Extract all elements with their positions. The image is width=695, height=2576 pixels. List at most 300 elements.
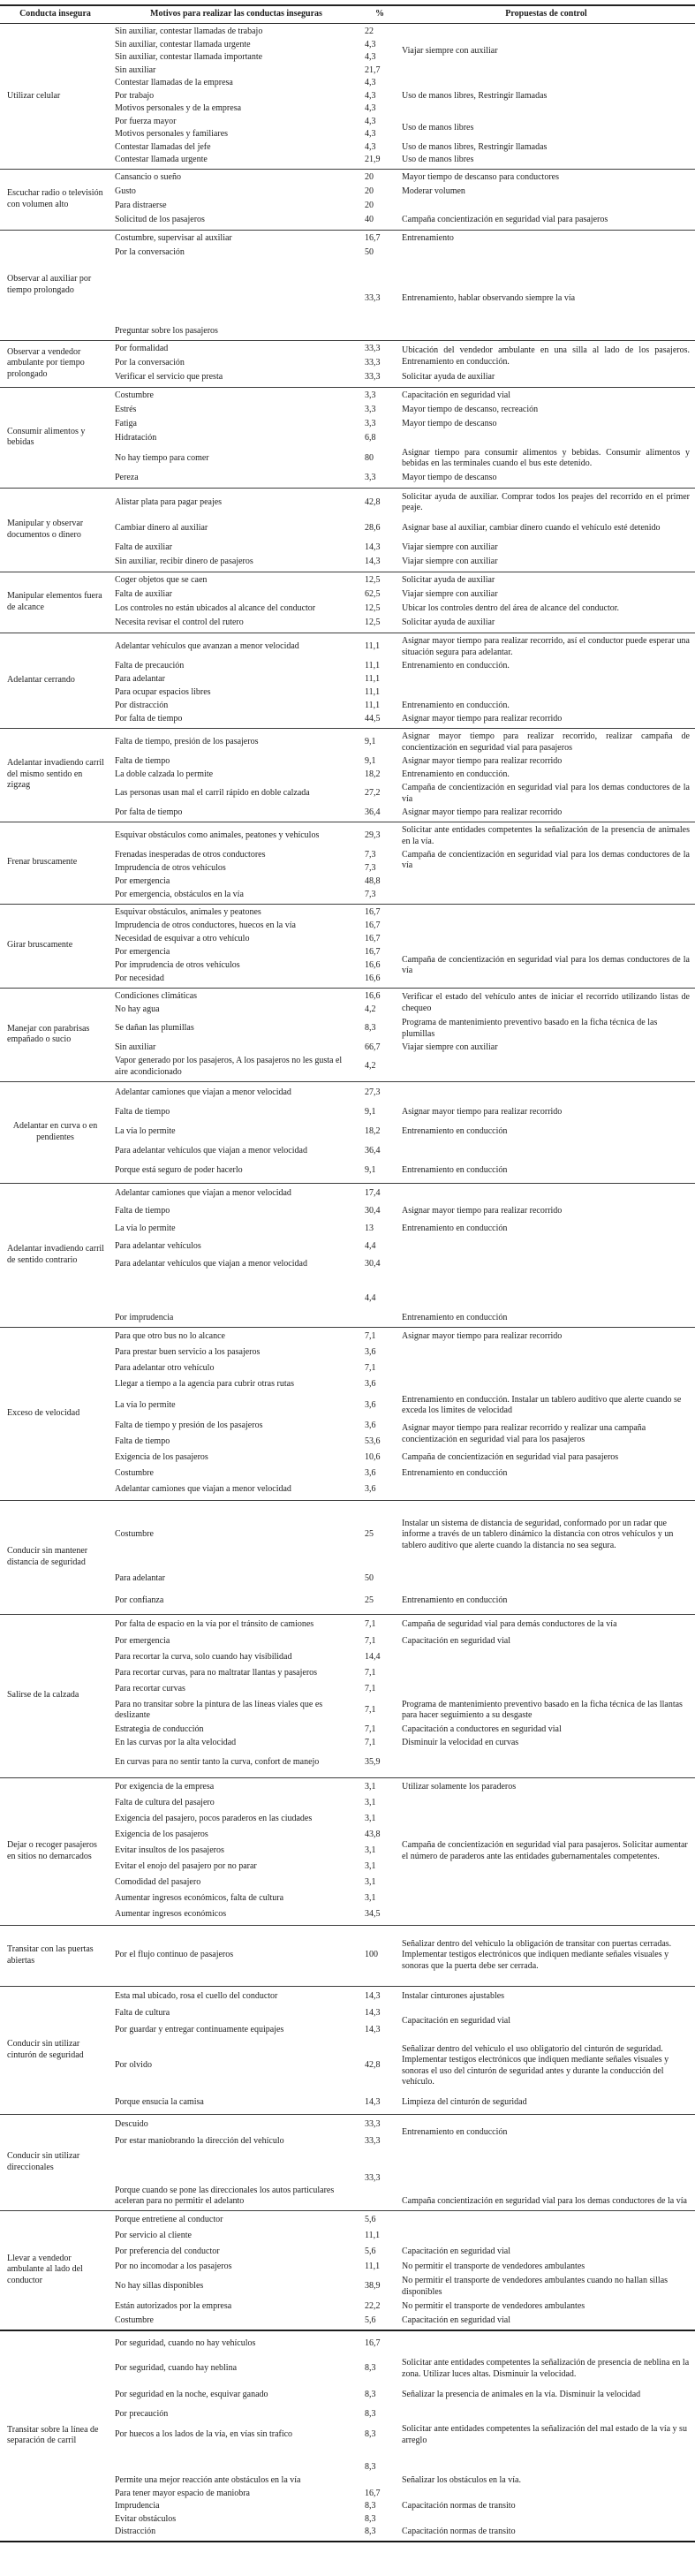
motive-cell: Para adelantar vehículos que viajan a menor velocidad <box>115 1259 307 1269</box>
motive-cell: Por seguridad, cuando hay neblina <box>115 2363 238 2374</box>
percent-cell: 16,7 <box>365 906 381 917</box>
table-group <box>0 1614 695 1777</box>
percent-cell: 10,6 <box>365 1452 381 1463</box>
percent-cell: 16,7 <box>365 233 381 244</box>
percent-cell: 4,2 <box>365 1004 376 1014</box>
percent-cell: 16,6 <box>365 973 381 983</box>
percent-cell: 7,1 <box>365 1668 376 1678</box>
percent-cell: 33,3 <box>365 2118 381 2129</box>
motive-cell: No hay agua <box>115 1004 160 1014</box>
percent-cell: 11,1 <box>365 660 381 671</box>
control-cell: Capacitación en seguridad vial <box>402 2315 511 2325</box>
percent-cell: 14,3 <box>365 557 381 567</box>
motive-cell: Evitar obstáculos <box>115 2513 177 2524</box>
motive-cell: Sin auxiliar, contestar llamada importante <box>115 52 263 62</box>
control-cell: Solicitar ayuda de auxiliar <box>402 372 495 383</box>
conduct-cell: Observar al auxiliar por tiempo prolongado <box>7 274 92 295</box>
conduct-cell: Adelantar en curva o en pendientes <box>12 1121 98 1142</box>
table-group <box>0 1777 695 1925</box>
conduct-cell: Conducir sin utilizar cinturón de seguridad <box>7 2039 84 2060</box>
motive-cell: Verificar el servicio que presta <box>115 372 223 383</box>
motive-cell: Para distraerse <box>115 201 167 211</box>
conduct-cell: Salirse de la calzada <box>7 1690 79 1701</box>
percent-cell: 33,3 <box>365 358 381 368</box>
percent-cell: 8,3 <box>365 2527 376 2536</box>
control-cell: Viajar siempre con auxiliar <box>402 45 498 56</box>
percent-cell: 3,3 <box>365 390 376 401</box>
percent-cell: 5,6 <box>365 2246 376 2256</box>
conduct-cell: Conducir sin utilizar direccionales <box>7 2151 80 2172</box>
motive-cell: Contestar llamadas del jefe <box>115 141 211 152</box>
conduct-cell: Manipular elementos fuera de alcance <box>7 591 102 612</box>
control-cell: Instalar cinturones ajustables <box>402 1990 505 2001</box>
control-cell: Capacitación en seguridad vial <box>402 1635 511 1646</box>
percent-cell: 16,7 <box>365 2488 381 2498</box>
control-cell: Señalizar la presencia de animales en la vía. Disminuir la velocidad <box>402 2390 641 2400</box>
motive-cell: Por precaución <box>115 2409 169 2420</box>
table-group <box>0 1183 695 1327</box>
motive-cell: Por distracción <box>115 700 169 710</box>
control-cell: Utilizar solamente los paraderos <box>402 1782 517 1792</box>
conduct-cell: Conducir sin mantener distancia de seguridad <box>7 1546 88 1567</box>
control-cell: Moderar volumen <box>402 186 465 197</box>
motive-cell: Para que otro bus no lo alcance <box>115 1331 225 1342</box>
motive-cell: Por emergencia <box>115 946 170 957</box>
percent-cell: 8,3 <box>365 2429 376 2440</box>
percent-cell: 9,1 <box>365 737 376 747</box>
control-cell: Campaña concientización en seguridad vial para pasajeros <box>402 215 608 225</box>
motive-cell: La vía lo permite <box>115 1399 176 1410</box>
control-cell: Programa de mantenimiento preventivo basado en la ficha técnica de las llantas para hacer seguimiento a su desgaste <box>402 1699 683 1720</box>
percent-cell: 7,1 <box>365 1724 376 1734</box>
percent-cell: 7,1 <box>365 1737 376 1747</box>
motive-cell: Contestar llamada urgente <box>115 155 208 164</box>
motive-cell: Aumentar ingresos económicos <box>115 1909 227 1920</box>
motive-cell: Aumentar ingresos económicos, falta de cultura <box>115 1893 284 1904</box>
motive-cell: Vapor generado por los pasajeros, A los pasajeros no les gusta el aire acondicionado <box>115 1056 343 1077</box>
percent-cell: 9,1 <box>365 755 376 766</box>
percent-cell: 8,3 <box>365 2513 376 2524</box>
table-group <box>0 2210 695 2330</box>
motive-cell: En curvas para no sentir tanto la curva, confort de manejo <box>115 1756 320 1767</box>
motive-cell: Por fuerza mayor <box>115 116 177 126</box>
conduct-cell: Observar a vendedor ambulante por tiempo prolongado <box>7 346 85 379</box>
percent-cell: 4,2 <box>365 1061 376 1072</box>
control-cell: Señalizar dentro del vehiculo la obligación de transitar con puertas cerradas. Implementar testigos electrónicos que indiquen mediante señales visuales y sonoras que la puerta debe ser cerrada. <box>402 1938 672 1971</box>
motive-cell: Gusto <box>115 186 136 197</box>
motive-cell: Falta de auxiliar <box>115 542 172 553</box>
motive-cell: Por estar maniobrando la dirección del vehículo <box>115 2135 284 2146</box>
control-cell: Entrenamiento en conducción. <box>402 769 510 779</box>
percent-cell: 3,1 <box>365 1845 376 1856</box>
percent-cell: 21,9 <box>365 155 381 164</box>
percent-cell: 7,1 <box>365 1331 376 1342</box>
conduct-cell: Transitar sobre la línea de separación de carril <box>7 2424 99 2445</box>
motive-cell: Frenadas inesperadas de otros conductores <box>115 849 266 860</box>
header-motivos: Motivos para realizar las conductas inseguras <box>150 9 322 19</box>
percent-cell: 28,6 <box>365 522 381 533</box>
conduct-cell: Adelantar cerrando <box>7 674 75 685</box>
motive-cell: Esquivar obstáculos, animales y peatones <box>115 906 261 917</box>
table-group <box>0 904 695 988</box>
motive-cell: Imprudencia de otros vehículos <box>115 862 226 873</box>
motive-cell: Adelantar camiones que viajan a menor velocidad <box>115 1188 291 1199</box>
percent-cell: 12,5 <box>365 603 381 614</box>
motive-cell: Evitar el enojo del pasajero por no parar <box>115 1861 257 1872</box>
percent-cell: 3,1 <box>365 1861 376 1872</box>
control-cell: Solicitar ante entidades competentes la señalización de la presencia de animales en la vía. <box>402 825 690 846</box>
motive-cell: Estrés <box>115 405 137 415</box>
percent-cell: 7,1 <box>365 1684 376 1694</box>
motive-cell: Motivos personales y de la empresa <box>115 103 242 113</box>
motive-cell: Para adelantar <box>115 673 165 684</box>
percent-cell: 33,3 <box>365 372 381 383</box>
percent-cell: 18,2 <box>365 769 381 779</box>
control-cell: Entrenamiento en conducción. <box>402 660 510 671</box>
motive-cell: Para ocupar espacios libres <box>115 686 211 697</box>
conduct-cell: Utilizar celular <box>7 90 61 101</box>
motive-cell: Falta de precaución <box>115 660 185 671</box>
percent-cell: 5,6 <box>365 2315 376 2325</box>
motive-cell: Esta mal ubicado, rosa el cuello del conductor <box>115 1990 278 2001</box>
table-group <box>0 340 695 387</box>
percent-cell: 11,1 <box>365 2231 381 2241</box>
motive-cell: Por falta de espacio en la vía por el tránsito de camiones <box>115 1618 314 1629</box>
percent-cell: 14,4 <box>365 1652 381 1663</box>
control-cell: Capacitación a conductores en seguridad vial <box>402 1724 562 1734</box>
percent-cell: 34,5 <box>365 1909 381 1920</box>
percent-cell: 14,3 <box>365 2096 381 2107</box>
motive-cell: Sin auxiliar, contestar llamadas de trabajo <box>115 27 263 36</box>
motive-cell: Hidratación <box>115 433 157 443</box>
percent-cell: 3,1 <box>365 1782 376 1792</box>
motive-cell: Estrategia de conducción <box>115 1724 204 1734</box>
header-conducta: Conducta insegura <box>19 9 91 19</box>
percent-cell: 3,1 <box>365 1877 376 1888</box>
conduct-cell: Girar bruscamente <box>7 940 73 951</box>
table-header-row <box>0 4 695 24</box>
motive-cell: Por emergencia <box>115 875 170 886</box>
control-cell: Campaña de concientización en seguridad vial para los demas conductores de la vía <box>402 783 690 804</box>
percent-cell: 4,3 <box>365 129 376 139</box>
percent-cell: 8,3 <box>365 1023 376 1034</box>
percent-cell: 4,3 <box>365 141 376 152</box>
control-cell: Señalizar los obstáculos en la vía. <box>402 2475 521 2485</box>
motive-cell: Falta de tiempo <box>115 1107 170 1118</box>
control-cell: Entrenamiento <box>402 233 454 244</box>
motive-cell: Por olvido <box>115 2060 152 2071</box>
motive-cell: Imprudencia de otros conductores, huecos en la vía <box>115 920 296 930</box>
control-cell: Solicitar ante entidades competentes la señalización del mal estado de la vía y su arreglo <box>402 2424 687 2445</box>
motive-cell: Falta de cultura <box>115 2007 170 2018</box>
motive-cell: Adelantar camiones que viajan a menor velocidad <box>115 1484 291 1495</box>
motive-cell: Comodidad del pasajero <box>115 1877 201 1888</box>
percent-cell: 6,8 <box>365 433 376 443</box>
motive-cell: Los controles no están ubicados al alcance del conductor <box>115 603 316 614</box>
percent-cell: 3,1 <box>365 1893 376 1904</box>
conduct-cell: Dejar o recoger pasajeros en sitios no demarcados <box>7 1840 97 1861</box>
table-group <box>0 728 695 822</box>
percent-cell: 18,2 <box>365 1126 381 1137</box>
percent-cell: 12,5 <box>365 575 381 586</box>
percent-cell: 29,3 <box>365 830 381 841</box>
control-cell: Uso de manos libres, Restringir llamadas <box>402 141 548 152</box>
control-cell: Mayor tiempo de descanso <box>402 473 497 483</box>
motive-cell: Falta de tiempo <box>115 755 170 766</box>
control-cell: Asignar mayor tiempo para realizar recorrido, realizar campaña de concientización en seguridad vial para pasajeros <box>402 731 690 753</box>
motive-cell: Para recortar curvas, para no maltratar llantas y pasajeros <box>115 1668 318 1678</box>
percent-cell: 11,1 <box>365 700 381 710</box>
control-cell: Limpieza del cinturón de seguridad <box>402 2096 527 2107</box>
percent-cell: 9,1 <box>365 1165 376 1176</box>
percent-cell: 35,9 <box>365 1756 381 1767</box>
motive-cell: La vía lo permite <box>115 1126 176 1137</box>
motive-cell: Porque entretiene al conductor <box>115 2215 223 2225</box>
motive-cell: Se dañan las plumillas <box>115 1023 194 1034</box>
conduct-cell: Exceso de velocidad <box>7 1407 80 1418</box>
motive-cell: Falta de tiempo y presión de los pasajeros <box>115 1421 263 1431</box>
motive-cell: Necesidad de esquivar a otro vehículo <box>115 933 250 943</box>
percent-cell: 16,7 <box>365 920 381 930</box>
percent-cell: 9,1 <box>365 1107 376 1118</box>
motive-cell: Imprudencia <box>115 2501 160 2511</box>
unsafe-behaviors-table <box>0 4 695 2542</box>
control-cell: Entrenamiento en conducción <box>402 1468 508 1479</box>
percent-cell: 13 <box>365 1224 374 1234</box>
motive-cell: Porque está seguro de poder hacerlo <box>115 1165 243 1176</box>
control-cell: No permitir el transporte de vendedores ambulantes <box>402 2261 585 2271</box>
percent-cell: 4,3 <box>365 103 376 113</box>
control-cell: Campaña de concientización en seguridad vial para los demas conductores de la vía <box>402 849 690 870</box>
motive-cell: Por emergencia, obstáculos en la vía <box>115 889 244 899</box>
percent-cell: 80 <box>365 452 374 463</box>
percent-cell: 7,1 <box>365 1618 376 1629</box>
header-percent: % <box>375 9 384 19</box>
percent-cell: 66,7 <box>365 1042 381 1052</box>
motive-cell: Sin auxiliar <box>115 64 156 75</box>
percent-cell: 20 <box>365 186 374 197</box>
motive-cell: Fatiga <box>115 419 137 429</box>
motive-cell: Exigencia de los pasajeros <box>115 1452 208 1463</box>
motive-cell: Contestar llamadas de la empresa <box>115 78 233 87</box>
motive-cell: Las personas usan mal el carril rápido en doble calzada <box>115 788 310 799</box>
motive-cell: Para no transitar sobre la pintura de las líneas viales que es deslizante <box>115 1699 323 1720</box>
table-group <box>0 2114 695 2210</box>
percent-cell: 33,3 <box>365 344 381 354</box>
table-group <box>0 1500 695 1614</box>
header-propuestas: Propuestas de control <box>505 9 587 19</box>
motive-cell: Alistar plata para pagar peajes <box>115 496 223 507</box>
motive-cell: Costumbre <box>115 2315 154 2325</box>
control-cell: Capacitación normas de transito <box>402 2527 516 2536</box>
percent-cell: 30,4 <box>365 1206 381 1216</box>
motive-cell: Exigencia de los pasajeros <box>115 1830 208 1840</box>
control-cell: Asignar mayor tiempo para realizar recorrido y realizar una campaña concientización en seguridad vial para los pasajeros <box>402 1423 646 1444</box>
percent-cell: 38,9 <box>365 2281 381 2292</box>
control-cell: Uso de manos libres, Restringir llamadas <box>402 90 548 101</box>
motive-cell: Por falta de tiempo <box>115 713 183 724</box>
motive-cell: Para adelantar vehículos <box>115 1241 201 1252</box>
control-cell: Entrenamiento en conducción <box>402 1126 508 1137</box>
percent-cell: 14,3 <box>365 2024 381 2034</box>
motive-cell: Exigencia del pasajero, pocos paraderos en las ciudades <box>115 1814 313 1824</box>
control-cell: Solicitar ante entidades competentes la señalización de presencia de neblina en la zona. Utilizar luces altas. Disminuir la velocidad. <box>402 2358 690 2379</box>
percent-cell: 3,6 <box>365 1484 376 1495</box>
motive-cell: La doble calzada lo permite <box>115 769 214 779</box>
motive-cell: Falta de tiempo <box>115 1436 170 1447</box>
control-cell: Programa de mantenimiento preventivo basado en la ficha técnica de las plumillas <box>402 1018 658 1039</box>
motive-cell: Por trabajo <box>115 90 155 101</box>
motive-cell: Porque ensucia la camisa <box>115 2096 204 2107</box>
control-cell: Entrenamiento en conducción <box>402 1595 508 1605</box>
control-cell: Campaña de concientización en seguridad vial para pasajeros <box>402 1452 619 1463</box>
percent-cell: 4,3 <box>365 78 376 87</box>
control-cell: Señalizar dentro del vehiculo el uso obligatorio del cinturón de seguridad. Implementar testigos electrónicos que indiquen mediante señales visuales y sonoras el uso del cinturón de seguridad antes y durante la conducción del vehículo. <box>402 2043 669 2087</box>
motive-cell: Llegar a tiempo a la agencia para cubrir otras rutas <box>115 1379 294 1390</box>
control-cell: Solicitar ayuda de auxiliar. Comprar todos los peajes del recorrido en el primer peaje. <box>402 491 690 512</box>
motive-cell: Por guardar y entregar continuamente equipajes <box>115 2024 284 2034</box>
control-cell: Asignar base al auxiliar, cambiar dinero cuando el vehículo esté detenido <box>402 522 661 533</box>
percent-cell: 4,3 <box>365 116 376 126</box>
percent-cell: 4,3 <box>365 52 376 62</box>
control-cell: Entrenamiento en conducción <box>402 1313 508 1322</box>
motive-cell: Motivos personales y familiares <box>115 129 229 139</box>
motive-cell: Costumbre <box>115 1468 154 1479</box>
control-cell: Disminuir la velocidad en curvas <box>402 1737 519 1747</box>
percent-cell: 40 <box>365 215 374 225</box>
motive-cell: La vía lo permite <box>115 1224 176 1234</box>
percent-cell: 25 <box>365 1595 374 1605</box>
table-body <box>0 24 695 2541</box>
percent-cell: 43,8 <box>365 1830 381 1840</box>
control-cell: Uso de manos libres <box>402 122 474 133</box>
motive-cell: Falta de tiempo <box>115 1206 170 1216</box>
motive-cell: Para adelantar vehículos que viajan a menor velocidad <box>115 1146 307 1156</box>
percent-cell: 16,7 <box>365 933 381 943</box>
control-cell: Solicitar ayuda de auxiliar <box>402 617 495 628</box>
percent-cell: 50 <box>365 247 374 258</box>
table-group <box>0 230 695 340</box>
control-cell: Ubicación del vendedor ambulante en una silla al lado de los pasajeros. Entrenamiento en conducción. <box>402 345 690 367</box>
percent-cell: 3,3 <box>365 473 376 483</box>
control-cell: Viajar siempre con auxiliar <box>402 557 498 567</box>
motive-cell: Por la conversación <box>115 358 185 368</box>
control-cell: Verificar el estado del vehículo antes de iniciar el recorrido utilizando listas de chequeo <box>402 992 690 1013</box>
motive-cell: Falta de tiempo, presión de los pasajeros <box>115 737 259 747</box>
motive-cell: Cambiar dinero al auxiliar <box>115 522 208 533</box>
percent-cell: 11,1 <box>365 641 381 652</box>
motive-cell: Falta de auxiliar <box>115 589 172 600</box>
motive-cell: Por no incomodar a los pasajeros <box>115 2261 232 2271</box>
control-cell: Viajar siempre con auxiliar <box>402 589 498 600</box>
percent-cell: 3,6 <box>365 1399 376 1410</box>
percent-cell: 4,3 <box>365 90 376 101</box>
motive-cell: Porque cuando se pone las direccionales los autos particulares aceleran para no permitir el adelanto <box>115 2185 335 2206</box>
control-cell: Asignar mayor tiempo para realizar recorrido <box>402 1331 563 1342</box>
control-cell: Ubicar los controles dentro del área de alcance del conductor. <box>402 603 620 614</box>
percent-cell: 48,8 <box>365 875 381 886</box>
percent-cell: 36,4 <box>365 807 381 817</box>
percent-cell: 5,6 <box>365 2215 376 2225</box>
motive-cell: Sin auxiliar, recibir dinero de pasajeros <box>115 557 253 567</box>
table-group <box>0 169 695 230</box>
motive-cell: Para recortar la curva, solo cuando hay visibilidad <box>115 1652 292 1663</box>
percent-cell: 3,1 <box>365 1814 376 1824</box>
percent-cell: 7,3 <box>365 862 376 873</box>
percent-cell: 3,6 <box>365 1379 376 1390</box>
motive-cell: Por exigencia de la empresa <box>115 1782 215 1792</box>
control-cell: Solicitar ayuda de auxiliar <box>402 575 495 586</box>
percent-cell: 16,7 <box>365 2337 381 2348</box>
percent-cell: 44,5 <box>365 713 381 724</box>
percent-cell: 42,8 <box>365 496 381 507</box>
percent-cell: 14,3 <box>365 542 381 553</box>
control-cell: Uso de manos libres <box>402 155 474 164</box>
percent-cell: 36,4 <box>365 1146 381 1156</box>
percent-cell: 16,6 <box>365 959 381 970</box>
percent-cell: 4,3 <box>365 39 376 49</box>
motive-cell: Distracción <box>115 2527 156 2536</box>
percent-cell: 62,5 <box>365 589 381 600</box>
motive-cell: Por formalidad <box>115 344 169 354</box>
table-group <box>0 24 695 169</box>
motive-cell: No hay tiempo para comer <box>115 452 209 463</box>
percent-cell: 8,3 <box>365 2501 376 2511</box>
motive-cell: Necesita revisar el control del rutero <box>115 617 244 628</box>
percent-cell: 21,7 <box>365 64 381 75</box>
motive-cell: Para prestar buen servicio a los pasajeros <box>115 1347 261 1358</box>
percent-cell: 22,2 <box>365 2300 381 2311</box>
control-cell: Entrenamiento en conducción <box>402 2127 508 2138</box>
percent-cell: 25 <box>365 1529 374 1540</box>
control-cell: Viajar siempre con auxiliar <box>402 1042 498 1052</box>
percent-cell: 50 <box>365 1572 374 1583</box>
motive-cell: Costumbre <box>115 1529 154 1540</box>
percent-cell: 11,1 <box>365 673 381 684</box>
percent-cell: 3,3 <box>365 405 376 415</box>
motive-cell: Falta de cultura del pasajero <box>115 1798 215 1808</box>
control-cell: Campaña de concientización en seguridad vial para los demas conductores de la vía <box>402 954 690 975</box>
percent-cell: 16,7 <box>365 946 381 957</box>
motive-cell: Esquivar obstáculos como animales, peatones y vehículos <box>115 830 320 841</box>
percent-cell: 20 <box>365 172 374 183</box>
conduct-cell: Manipular y observar documentos o dinero <box>7 519 84 540</box>
motive-cell: Adelantar camiones que viajan a menor velocidad <box>115 1087 291 1098</box>
control-cell: Capacitación en seguridad vial <box>402 390 511 401</box>
percent-cell: 33,3 <box>365 293 381 304</box>
control-cell: Asignar mayor tiempo para realizar recorrido, así el conductor puede esperar una situación segura para adelantar. <box>402 636 690 657</box>
motive-cell: Para adelantar <box>115 1572 165 1583</box>
motive-cell: Condiciones climáticas <box>115 990 198 1001</box>
conduct-cell: Escuchar radio o televisión con volumen alto <box>7 188 103 209</box>
percent-cell: 8,3 <box>365 2390 376 2400</box>
control-cell: Campaña concientización en seguridad vial para los demas conductores de la vía <box>402 2196 687 2206</box>
percent-cell: 4,4 <box>365 1241 376 1252</box>
motive-cell: Por imprudencia de otros vehículos <box>115 959 240 970</box>
percent-cell: 3,3 <box>365 419 376 429</box>
control-cell: Capacitación en seguridad vial <box>402 2016 511 2027</box>
motive-cell: No hay sillas disponibles <box>115 2281 204 2292</box>
control-cell: Campaña de concientización en seguridad vial para pasajeros. Solicitar aumentar el número de paraderos ante las entidades gubernamentales competentes. <box>402 1840 688 1861</box>
control-cell: Instalar un sistema de distancia de seguridad, conformado por un radar que informe a través de un tablero dinámico la distancia con otros vehículos y un tablero auditivo que alerte cuando la distancia no sea segura. <box>402 1518 674 1550</box>
percent-cell: 3,6 <box>365 1468 376 1479</box>
motive-cell: Para recortar curvas <box>115 1684 185 1694</box>
conduct-cell: Adelantar invadiendo carril de sentido contrario <box>7 1244 104 1265</box>
motive-cell: Están autorizados por la empresa <box>115 2300 232 2311</box>
control-cell: Viajar siempre con auxiliar <box>402 542 498 553</box>
motive-cell: Solicitud de los pasajeros <box>115 215 205 225</box>
percent-cell: 7,1 <box>365 1363 376 1374</box>
